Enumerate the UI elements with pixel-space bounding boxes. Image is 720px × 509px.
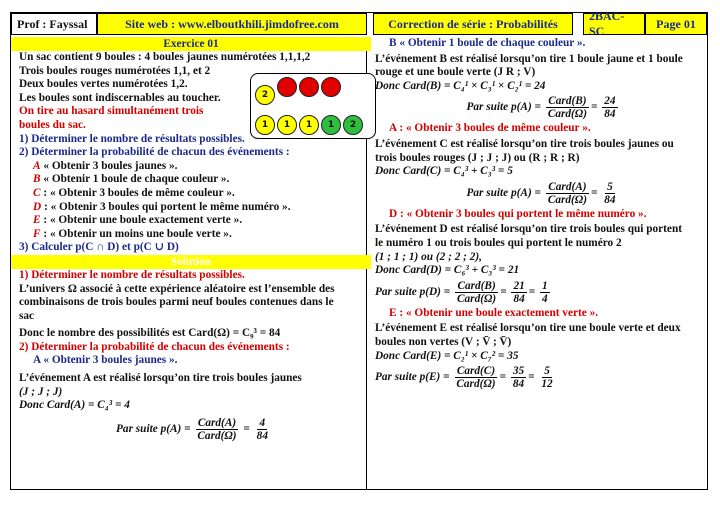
ball	[321, 77, 341, 97]
formula-prefix: Par suite p(E) =	[375, 371, 450, 384]
event-list	[19, 160, 369, 242]
event-text: « Obtenir 3 boules jaunes ».	[40, 159, 178, 172]
numerator: Card(C)	[456, 365, 496, 378]
text-line: trois boules rouges (J ; J ; J) ou (R ; R ; R)	[375, 151, 580, 164]
event-letter: B	[33, 173, 41, 186]
text-line: combinaisons de trois boules parmi neuf boules contenues dans le	[19, 296, 334, 309]
denominator: 84	[604, 193, 616, 206]
fraction	[454, 365, 497, 390]
ball: 2	[343, 115, 363, 135]
level-text: 2BAC-SC	[589, 9, 625, 38]
event-text: : « Obtenir un moins une boule verte ».	[40, 227, 232, 240]
fraction	[195, 417, 238, 442]
fraction	[511, 365, 526, 390]
equals: =	[243, 422, 250, 435]
author-text: Prof : Fayssal	[17, 16, 88, 31]
event-text: « Obtenir 1 boule de chaque couleur ».	[40, 173, 230, 186]
solution-1-heading: 1) Déterminer le nombre de résultats possibles.	[19, 268, 245, 281]
b-text	[375, 53, 711, 80]
statement-line-red: On tire au hasard simultanément trois	[19, 105, 204, 118]
fraction	[602, 181, 617, 206]
ball: 1	[321, 115, 341, 135]
author-box	[11, 13, 97, 35]
balls-row-bottom	[255, 114, 371, 135]
e-text	[375, 322, 711, 349]
solution-a-outcome: (J ; J ; J)	[19, 385, 63, 398]
d-probability: Par suite p(D) = Card(B) Card(Ω) = $\frac{21}{84}$ = $\frac{1}{4}$	[375, 279, 548, 305]
d-heading: D : « Obtenir 3 boules qui portent le même numéro ».	[389, 207, 647, 220]
text-line: sac	[19, 309, 35, 322]
numerator: 4	[259, 416, 266, 429]
website-box	[97, 13, 367, 35]
ball: 1	[255, 115, 275, 135]
numerator: Card(B)	[457, 279, 496, 292]
fraction	[540, 280, 550, 305]
text-line: L’événement E est réalisé lorsqu’on tire une boule verte et deux	[375, 322, 681, 335]
fraction	[602, 95, 617, 120]
formula-prefix: Par suite p(A) =	[466, 186, 541, 199]
numerator: Card(A)	[548, 180, 587, 193]
denominator: Card(Ω)	[456, 378, 496, 391]
event-letter: F	[33, 227, 41, 240]
text-line: L’événement C est réalisé lorsqu’on tire trois boules jaunes ou	[375, 137, 674, 150]
numerator: 5	[544, 365, 550, 378]
ball: 1	[277, 115, 297, 135]
solution-a-text: L’événement A est réalisé lorsqu’on tire trois boules jaunes	[19, 372, 302, 385]
text-line: boules non vertes (V ; V̄ ; V̄)	[375, 335, 512, 348]
question-3: 3) Calculer p(C ∩ D) et p(C ∪ D)	[19, 241, 179, 254]
b-card: Donc Card(B) = C₄¹ × C₃¹ × C₂¹ = 24	[375, 79, 546, 92]
ball	[277, 77, 297, 97]
fraction	[255, 417, 270, 442]
b-probability: Par suite p(A) = Card(B) Card(Ω) = $\frac{24}{84}$	[466, 95, 616, 121]
c-probability: Par suite p(A) = Card(A) Card(Ω) = $\frac{5}{84}$	[466, 180, 616, 206]
text-line: L’univers Ω associé à cette expérience aléatoire est l’ensemble des	[19, 282, 335, 295]
formula-prefix: Par suite p(D) =	[375, 285, 451, 298]
denominator: 84	[256, 429, 268, 442]
statement-line: Trois boules rouges numérotées 1,1, et 2	[19, 64, 211, 77]
text-line: le numéro 1 ou trois boules qui portent le numéro 2	[375, 236, 622, 249]
level-box	[583, 9, 645, 38]
statement-line: Un sac contient 9 boules : 4 boules jaunes numérotées 1,1,1,2	[19, 51, 311, 63]
numerator: 21	[513, 279, 525, 292]
denominator: Card(Ω)	[547, 193, 587, 206]
event-letter: C	[33, 186, 41, 199]
solution-a-heading: A « Obtenir 3 boules jaunes ».	[33, 354, 178, 367]
text-line: rouge et une boule verte (J R ; V)	[375, 66, 536, 79]
formula-prefix: Par suite p(A) =	[466, 101, 541, 114]
fraction	[539, 365, 554, 390]
ball: 2	[255, 85, 275, 105]
a-heading: A : « Obtenir 3 boules de même couleur ».	[389, 122, 591, 135]
fraction	[455, 280, 498, 305]
text-line: (1 ; 1 ; 1) ou (2 ; 2 ; 2),	[375, 250, 482, 263]
title-box	[373, 13, 573, 35]
website-text: Site web : www.elboutkhili.jimdofree.com	[125, 16, 339, 31]
solution-2-heading: 2) Déterminer la probabilité de chacun des événements :	[19, 340, 290, 353]
denominator: Card(Ω)	[197, 429, 237, 442]
ball: 1	[299, 115, 319, 135]
formula-prefix: Par suite p(A) =	[116, 422, 191, 435]
event-letter: A	[33, 159, 41, 172]
numerator: Card(B)	[548, 95, 587, 108]
denominator: 84	[513, 292, 525, 305]
fraction	[546, 95, 589, 120]
balls-row-top	[255, 77, 371, 105]
text-line: L’événement B est réalisé lorsqu’on tire 1 boule jaune et 1 boule	[375, 52, 683, 65]
statement-line: Deux boules vertes numérotées 1,2.	[19, 78, 188, 91]
solution-a-card: Donc Card(A) = C₄³ = 4	[19, 399, 130, 412]
event-letter: D	[33, 200, 42, 213]
event-text: : « Obtenir 3 boules de même couleur ».	[40, 186, 235, 199]
denominator: 84	[604, 108, 616, 121]
event-letter: E	[33, 214, 41, 227]
denominator: 4	[542, 292, 548, 305]
solution-a-probability	[19, 417, 369, 442]
event-text: : « Obtenir 3 boules qui portent le même numéro ».	[41, 200, 291, 213]
e-probability: Par suite p(E) = Card(C) Card(Ω) = $\frac{35}{84}$ = $\frac{5}{12}$	[375, 365, 553, 391]
denominator: 12	[541, 378, 553, 391]
denominator: 84	[512, 378, 525, 391]
question-2: 2) Déterminer la probabilité de chacun des événements :	[19, 146, 290, 159]
right-column	[371, 37, 711, 489]
c-card: Donc Card(C) = C₄³ + C₃³ = 5	[375, 165, 513, 178]
document-page	[10, 9, 708, 490]
solution-1-result: Donc le nombre des possibilités est Card(Ω) = C₉³ = 84	[19, 327, 281, 340]
page-number-box	[645, 13, 707, 35]
ball	[299, 77, 319, 97]
e-heading: E : « Obtenir une boule exactement verte ».	[389, 306, 599, 319]
solution-1-text	[19, 283, 369, 324]
solution-title: Solution	[11, 255, 371, 269]
denominator: Card(Ω)	[547, 108, 587, 121]
page-number: Page 01	[656, 16, 696, 31]
balls-illustration	[250, 73, 376, 139]
document-title: Correction de série : Probabilités	[388, 16, 558, 31]
e-card: Donc Card(E) = C₂¹ × C₇² = 35	[375, 349, 519, 362]
fraction	[511, 280, 526, 305]
numerator: 1	[542, 279, 548, 292]
numerator: 5	[607, 180, 613, 193]
c-text	[375, 138, 711, 165]
fraction	[546, 181, 589, 206]
exercise-title: Exercice 01	[11, 37, 371, 51]
numerator: Card(A)	[197, 416, 237, 429]
denominator: Card(Ω)	[457, 292, 497, 305]
b-heading: B « Obtenir 1 boule de chaque couleur ».	[389, 37, 586, 49]
question-1: 1) Déterminer le nombre de résultats possibles.	[19, 132, 245, 145]
d-text	[375, 223, 711, 264]
event-text: : « Obtenir une boule exactement verte ».	[40, 214, 243, 227]
statement-line-red: boules du sac.	[19, 118, 86, 131]
numerator: 35	[512, 365, 525, 378]
numerator: 24	[604, 95, 616, 108]
d-card: Donc Card(D) = C₆³ + C₃³ = 21	[375, 264, 520, 277]
statement-line: Les boules sont indiscernables au toucher.	[19, 91, 221, 104]
text-line: L’événement D est réalisé lorsqu’on tire trois boules qui portent	[375, 223, 682, 236]
